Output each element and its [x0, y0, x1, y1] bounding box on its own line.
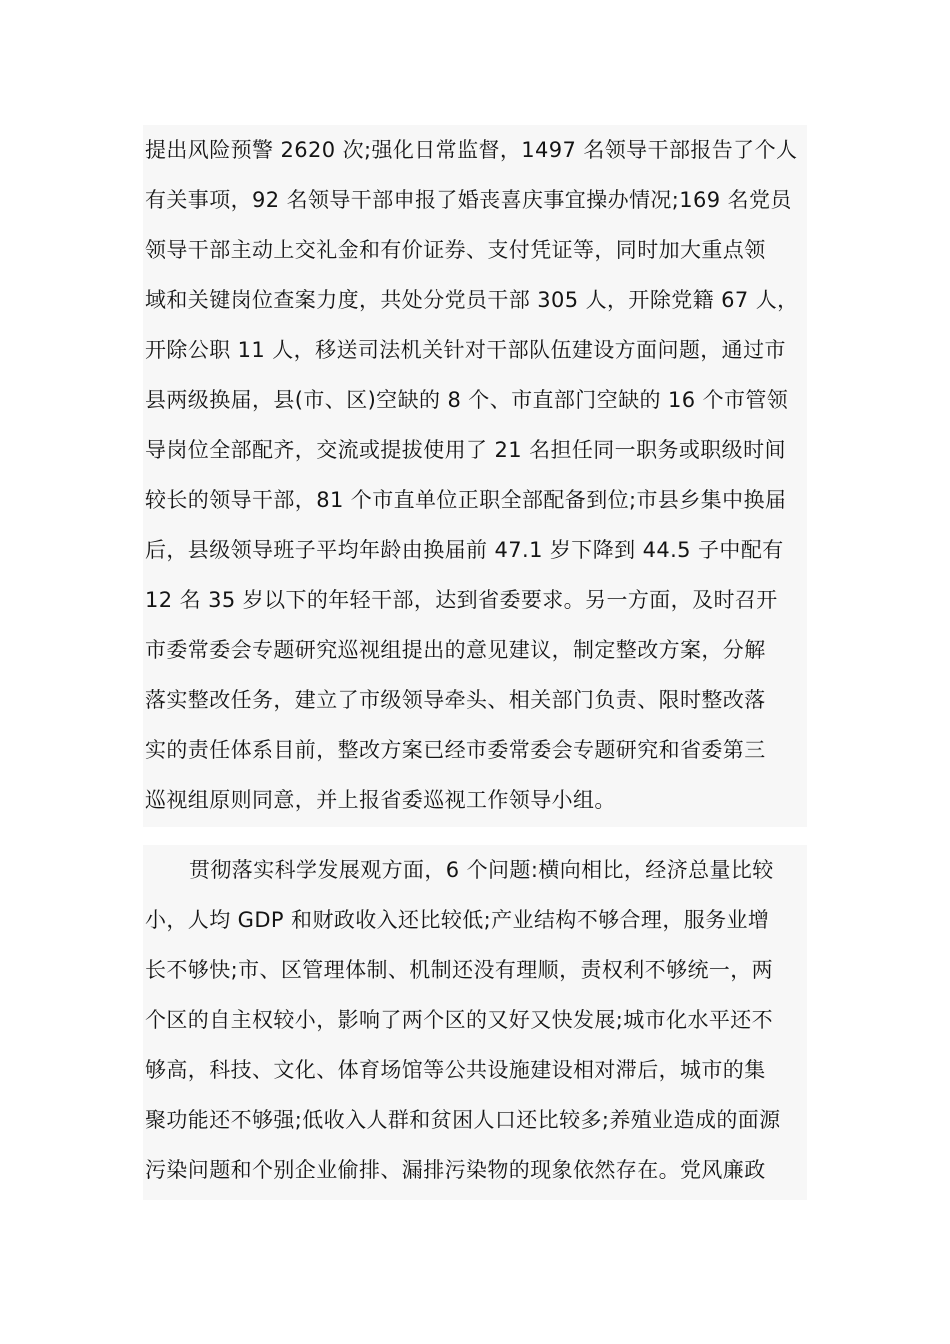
paragraph-line: 12 名 35 岁以下的年轻干部，达到省委要求。另一方面，及时召开: [145, 588, 778, 612]
paragraph-line: 提出风险预警 2620 次;强化日常监督，1497 名领导干部报告了个人: [145, 138, 798, 162]
paragraph-line: 市委常委会专题研究巡视组提出的意见建议，制定整改方案，分解: [145, 638, 766, 662]
paragraph-line: 实的责任体系目前，整改方案已经市委常委会专题研究和省委第三: [145, 738, 766, 762]
paragraph-line: 小，人均 GDP 和财政收入还比较低;产业结构不够合理，服务业增: [145, 908, 770, 932]
paragraph-2: [143, 845, 807, 1200]
paragraph-line: 巡视组原则同意，并上报省委巡视工作领导小组。: [145, 788, 616, 812]
paragraph-line: 后，县级领导班子平均年龄由换届前 47.1 岁下降到 44.5 子中配有: [145, 538, 784, 562]
paragraph-line: 较长的领导干部，81 个市直单位正职全部配备到位;市县乡集中换届: [145, 488, 787, 512]
paragraph-line: 长不够快;市、区管理体制、机制还没有理顺，责权利不够统一，两: [145, 958, 774, 982]
paragraph-1: [143, 125, 807, 827]
paragraph-line: 域和关键岗位查案力度，共处分党员干部 305 人，开除党籍 67 人，: [145, 288, 799, 312]
paragraph-line: 县两级换届，县(市、区)空缺的 8 个、市直部门空缺的 16 个市管领: [145, 388, 789, 412]
paragraph-line: 开除公职 11 人，移送司法机关针对干部队伍建设方面问题，通过市: [145, 338, 786, 362]
paragraph-line: 贯彻落实科学发展观方面，6 个问题:横向相比，经济总量比较: [189, 858, 774, 882]
paragraph-line: 个区的自主权较小，影响了两个区的又好又快发展;城市化水平还不: [145, 1008, 774, 1032]
paragraph-line: 落实整改任务，建立了市级领导牵头、相关部门负责、限时整改落: [145, 688, 766, 712]
paragraph-line: 够高，科技、文化、体育场馆等公共设施建设相对滞后，城市的集: [145, 1058, 766, 1082]
paragraph-line: 导岗位全部配齐，交流或提拔使用了 21 名担任同一职务或职级时间: [145, 438, 786, 462]
paragraph-line: 领导干部主动上交礼金和有价证券、支付凭证等，同时加大重点领: [145, 238, 766, 262]
paragraph-line: 聚功能还不够强;低收入人群和贫困人口还比较多;养殖业造成的面源: [145, 1108, 781, 1132]
paragraph-line: 有关事项，92 名领导干部申报了婚丧喜庆事宜操办情况;169 名党员: [145, 188, 792, 212]
paragraph-line: 污染问题和个别企业偷排、漏排污染物的现象依然存在。党风廉政: [145, 1158, 766, 1182]
